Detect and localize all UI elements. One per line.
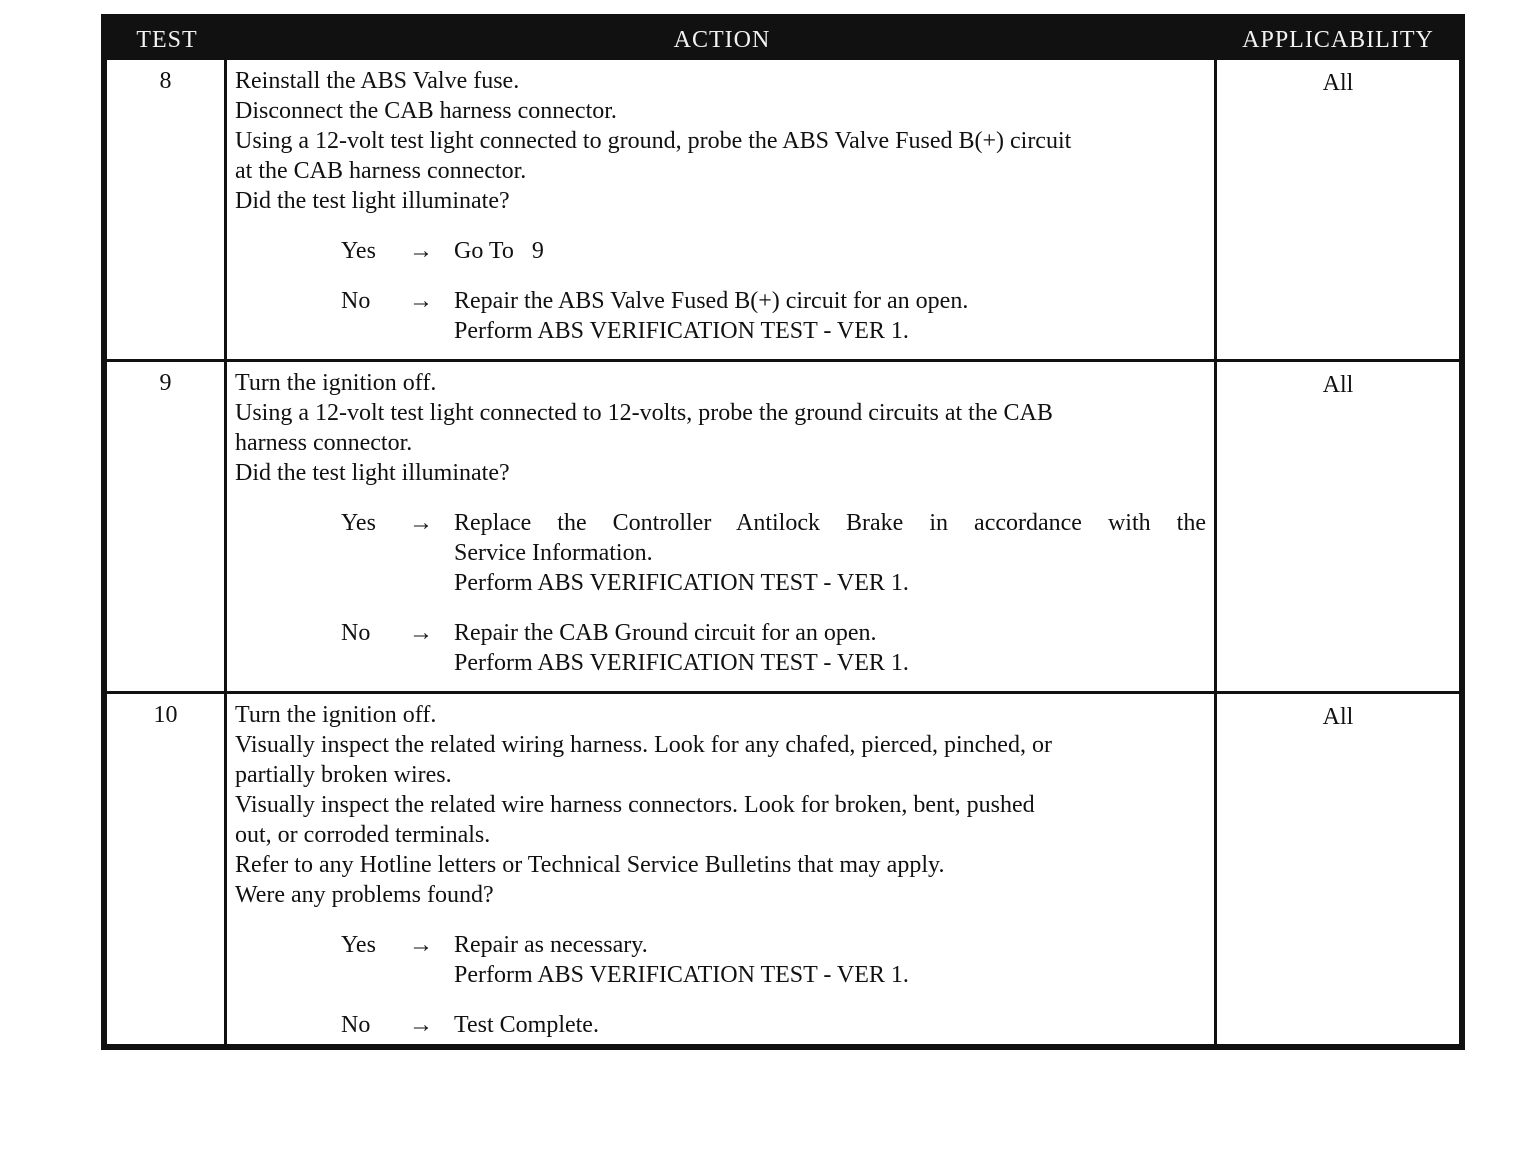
outcome-line: Perform ABS VERIFICATION TEST - VER 1. xyxy=(454,650,909,676)
outcome-no xyxy=(235,1010,1206,1040)
action-step: Disconnect the CAB harness connector. xyxy=(235,98,617,124)
outcome-yes-label: Yes xyxy=(341,510,376,536)
action-question: Were any problems found? xyxy=(235,882,494,908)
outcome-line: Perform ABS VERIFICATION TEST - VER 1. xyxy=(454,318,909,344)
action-question: Did the test light illuminate? xyxy=(235,460,510,486)
outcome-no-label: No xyxy=(341,620,371,646)
action-step: Turn the ignition off. xyxy=(235,702,437,728)
action-step: Visually inspect the related wire harness connectors. Look for broken, bent, pushed xyxy=(235,792,1035,818)
action-step: Visually inspect the related wiring harness. Look for any chafed, pierced, pinched, or xyxy=(235,732,1052,758)
outcome-yes-text xyxy=(454,508,1206,598)
action-step: Using a 12-volt test light connected to ground, probe the ABS Valve Fused B(+) circuit xyxy=(235,128,1072,154)
outcome-line: Test Complete. xyxy=(454,1012,599,1038)
diagnostic-test-table xyxy=(101,14,1465,1050)
outcome-line: Go To 9 xyxy=(454,238,544,264)
applicability-value: All xyxy=(1322,704,1354,730)
outcome-line: Perform ABS VERIFICATION TEST - VER 1. xyxy=(454,962,909,988)
action-step: Reinstall the ABS Valve fuse. xyxy=(235,68,520,94)
outcome-yes-label: Yes xyxy=(341,238,376,264)
table-header xyxy=(107,20,1459,60)
applicability-value: All xyxy=(1322,70,1354,96)
outcome-no-text xyxy=(454,1010,1206,1040)
action-step: at the CAB harness connector. xyxy=(235,158,527,184)
outcome-no xyxy=(235,286,1206,346)
right-arrow-icon: → xyxy=(409,510,433,536)
right-arrow-icon: → xyxy=(409,1012,433,1038)
action-step: Using a 12-volt test light connected to 12-volts, probe the ground circuits at the CAB xyxy=(235,400,1053,426)
outcome-yes-text xyxy=(454,236,1206,266)
outcome-no-text xyxy=(454,618,1206,678)
action-cell xyxy=(227,694,1217,1044)
right-arrow-icon: → xyxy=(409,620,433,646)
table-row-test-9 xyxy=(107,362,1459,694)
action-cell xyxy=(227,60,1217,359)
outcome-line: Repair the ABS Valve Fused B(+) circuit for an open. xyxy=(454,288,969,314)
outcome-line: Repair the CAB Ground circuit for an open. xyxy=(454,620,877,646)
test-number: 8 xyxy=(107,60,227,359)
outcome-line: Replace the Controller Antilock Brake in accordance with the xyxy=(454,510,1206,536)
outcome-yes xyxy=(235,508,1206,598)
outcome-no-text xyxy=(454,286,1206,346)
outcome-no-label: No xyxy=(341,1012,371,1038)
action-cell xyxy=(227,362,1217,691)
outcome-yes xyxy=(235,930,1206,990)
header-action: ACTION xyxy=(673,27,771,53)
outcome-yes-label: Yes xyxy=(341,932,376,958)
header-test: TEST xyxy=(136,27,198,53)
table-row-test-8 xyxy=(107,60,1459,362)
action-question: Did the test light illuminate? xyxy=(235,188,510,214)
action-step: Turn the ignition off. xyxy=(235,370,437,396)
table-row-test-10 xyxy=(107,694,1459,1044)
action-step: Refer to any Hotline letters or Technical Service Bulletins that may apply. xyxy=(235,852,945,878)
outcome-line: Perform ABS VERIFICATION TEST - VER 1. xyxy=(454,570,909,596)
right-arrow-icon: → xyxy=(409,288,433,314)
action-step: harness connector. xyxy=(235,430,413,456)
header-applicability: APPLICABILITY xyxy=(1242,27,1434,53)
test-number: 9 xyxy=(107,362,227,691)
applicability-value: All xyxy=(1322,372,1354,398)
outcome-no xyxy=(235,618,1206,678)
outcome-yes-text xyxy=(454,930,1206,990)
outcome-no-label: No xyxy=(341,288,371,314)
outcome-line: Repair as necessary. xyxy=(454,932,648,958)
action-step: out, or corroded terminals. xyxy=(235,822,491,848)
test-number: 10 xyxy=(107,694,227,1044)
right-arrow-icon: → xyxy=(409,238,433,264)
outcome-yes xyxy=(235,236,1206,266)
right-arrow-icon: → xyxy=(409,932,433,958)
outcome-line: Service Information. xyxy=(454,540,653,566)
action-step: partially broken wires. xyxy=(235,762,452,788)
